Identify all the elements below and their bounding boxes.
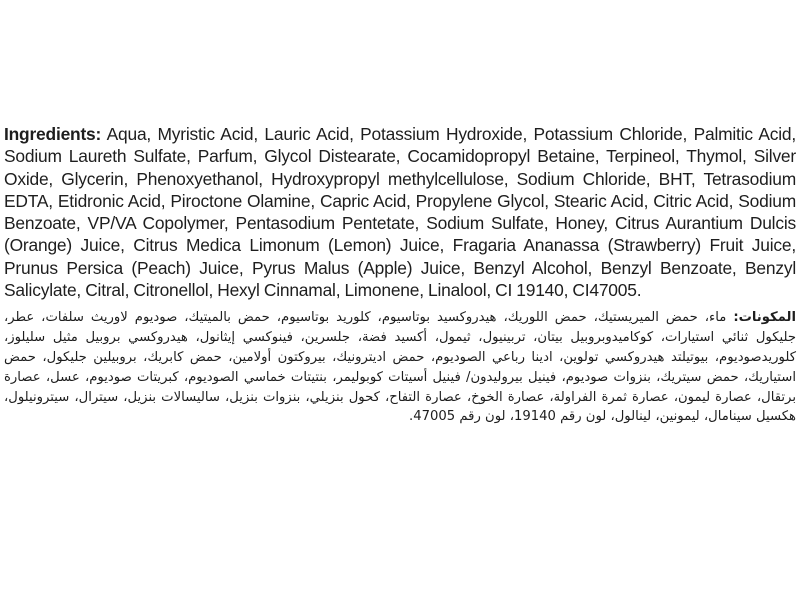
arabic-ingredients-text: ماء، حمض الميريستيك، حمض اللوريك، هيدروكسيد بوتاسيوم، كلوريد بوتاسيوم، حمض بالميتيك، صوديوم لاوريث سلفات، عطر، جليكول ثنائي استيارات، كوكاميدوبروبيل بيتان، تربينيول، ثيمول، أكسيد فضة، جلسرين، فينوكسي إيثانول، هيدروكسي بروبيل مثيل سليلوز، كلوريدصوديوم، بيوتيلتد هيدروكسي تولوين، ادينا رباعي الصوديوم، حمض اديترونيك، بيروكتون أولامين، حمض كابريك، بروبيلين جليكول، حمض استياريك، حمض سيتريك، بنزوات صوديوم، فينيل بيروليدون/ فينيل أسيتات كوبوليمر، بنتيتات خماسي الصوديوم، كبريتات صوديوم، عسل، عصارة برتقال، عصارة ليمون، عصارة ثمرة الفراولة، عصارة الخوخ، عصارة التفاح، كحول بنزيلي، بنزوات بنزيل، ساليسالات بنزيل، سيترال، سيترونيلول، هكسيل سينامال، ليمونين، لينالول، لون رقم 19140، لون رقم 47005.: [4, 310, 796, 425]
english-ingredients-label: Ingredients:: [4, 124, 102, 144]
english-ingredients-text: Aqua, Myristic Acid, Lauric Acid, Potassium Hydroxide, Potassium Chloride, Palmitic Acid, Sodium Laureth Sulfate, Parfum, Glycol Distearate, Cocamidopropyl Betaine, Terpineol, Thymol, Silver Oxide, Glycerin, Phenoxyethanol, Hydroxypropyl methylcellulose, Sodium Chloride, BHT, Tetrasodium EDTA, Etidronic Acid, Piroctone Olamine, Capric Acid, Propylene Glycol, Stearic Acid, Citric Acid, Sodium Benzoate, VP/VA Copolymer, Pentasodium Pentetate, Sodium Sulfate, Honey, Citrus Aurantium Dulcis (Orange) Juice, Citrus Medica Limonum (Lemon) Juice, Fragaria Ananassa (Strawberry) Fruit Juice, Prunus Persica (Peach) Juice, Pyrus Malus (Apple) Juice, Benzyl Alcohol, Benzyl Benzoate, Benzyl Salicylate, Citral, Citronellol, Hexyl Cinnamal, Limonene, Linalool, CI 19140, CI47005.: [4, 124, 796, 301]
ingredients-panel: [4, 123, 796, 440]
arabic-ingredients-label: المكونات:: [733, 310, 796, 326]
english-ingredients: [4, 123, 796, 301]
arabic-ingredients: [4, 308, 796, 427]
